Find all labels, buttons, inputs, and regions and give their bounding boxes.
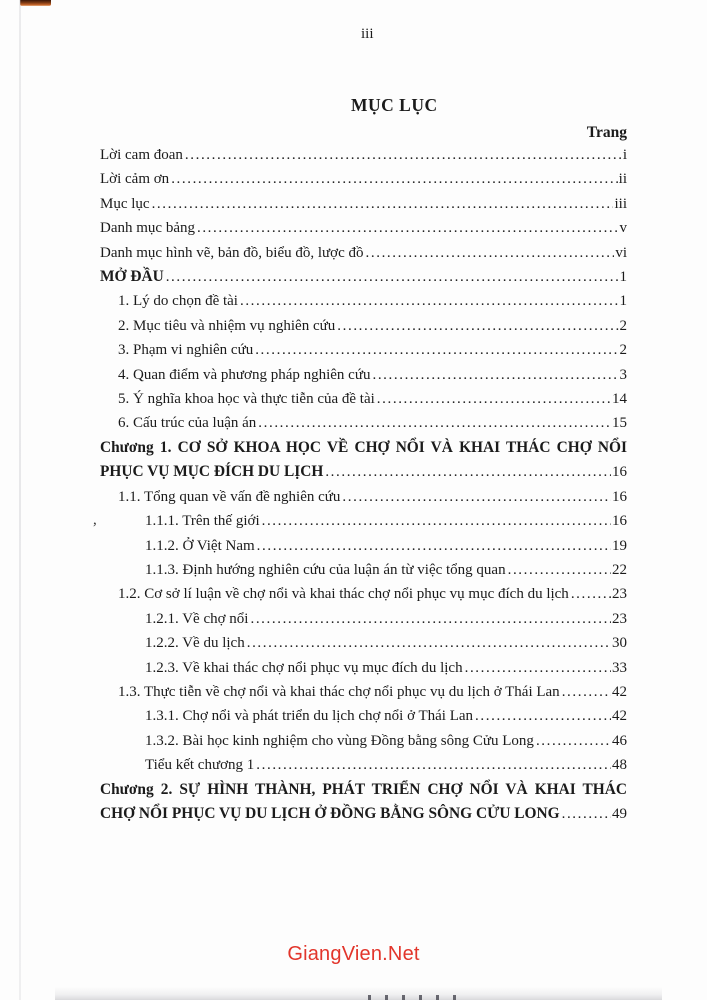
toc-list (100, 143, 627, 826)
toc-entry (100, 460, 627, 484)
toc-dot-leader (260, 509, 611, 533)
toc-entry (100, 436, 627, 460)
toc-entry (100, 656, 627, 680)
toc-dot-leader (169, 167, 617, 191)
toc-entry-label: 3. Phạm vi nghiên cứu (118, 342, 254, 359)
toc-entry (100, 387, 627, 411)
toc-entry-label: 1.3.1. Chợ nổi và phát triển du lịch chợ nổi ở Thái Lan (145, 708, 474, 725)
toc-entry (100, 411, 627, 435)
toc-entry-label: PHỤC VỤ MỤC ĐÍCH DU LỊCH (100, 463, 324, 481)
toc-entry-label: 1.1.1. Trên thế giới (145, 513, 260, 530)
toc-dot-leader (340, 485, 611, 509)
scan-cutoff-text (368, 995, 464, 1000)
toc-entry-page: 48 (612, 757, 627, 774)
toc-entry (100, 485, 627, 509)
watermark: GiangVien.Net (287, 943, 420, 965)
toc-entry (100, 582, 627, 606)
toc-entry-page: 16 (612, 464, 627, 481)
toc-entry-label: 1.2.3. Về khai thác chợ nổi phục vụ mục đích du lịch (145, 659, 463, 676)
toc-entry-page: 3 (619, 366, 627, 383)
toc-entry-page: 23 (612, 586, 627, 603)
toc-dot-leader (164, 265, 619, 289)
toc-entry (100, 241, 627, 265)
toc-entry-label: 1.3.2. Bài học kinh nghiệm cho vùng Đồng bằng sông Cửu Long (145, 732, 534, 749)
toc-entry-label: 1.1.2. Ở Việt Nam (145, 537, 255, 554)
toc-entry-page: v (619, 220, 627, 237)
toc-dot-leader (255, 534, 611, 558)
toc-entry (100, 509, 627, 533)
toc-entry-page: 42 (612, 683, 627, 700)
toc-entry-label: Lời cảm ơn (100, 171, 170, 188)
toc-entry (100, 704, 627, 728)
toc-entry-label: 1.2. Cơ sở lí luận về chợ nổi và khai thác chợ nổi phục vụ mục đích du lịch (118, 586, 569, 603)
toc-entry-page: 30 (612, 635, 627, 652)
toc-entry-label: Mục lục (100, 195, 150, 212)
toc-dot-leader (506, 558, 611, 582)
toc-entry-page: 16 (612, 513, 627, 530)
toc-entry-label: MỞ ĐẦU (100, 268, 164, 286)
toc-dot-leader (463, 656, 611, 680)
toc-dot-leader (150, 192, 614, 216)
page-title: MỤC LỤC (351, 95, 438, 115)
toc-entry-page: 14 (612, 391, 627, 408)
toc-entry-label: 1. Lý do chọn đề tài (118, 293, 238, 310)
toc-entry-page: ii (618, 171, 627, 188)
toc-entry-page: 2 (619, 317, 627, 334)
toc-dot-leader (323, 460, 611, 484)
toc-entry-label: 1.3. Thực tiễn về chợ nổi và khai thác chợ nổi phục vụ du lịch ở Thái Lan (118, 683, 560, 700)
toc-dot-leader (245, 631, 611, 655)
toc-dot-leader (560, 802, 611, 826)
toc-entry-label: 1.1.3. Định hướng nghiên cứu của luận án từ việc tổng quan (145, 561, 506, 578)
toc-entry-page: 46 (612, 732, 627, 749)
toc-entry (100, 363, 627, 387)
toc-entry (100, 729, 627, 753)
toc-entry-label: Danh mục bảng (100, 220, 195, 237)
toc-dot-leader (534, 729, 611, 753)
toc-entry-page: 16 (612, 488, 627, 505)
toc-entry (100, 143, 627, 167)
toc-entry-label: Lời cam đoan (100, 147, 183, 163)
page-number: iii (361, 26, 374, 42)
toc-entry-page: 1 (619, 293, 627, 310)
toc-entry-label: 1.1. Tổng quan về vấn đề nghiên cứu (118, 488, 341, 505)
toc-entry (100, 314, 627, 338)
toc-entry-label: 1.2.1. Về chợ nổi (145, 610, 249, 627)
toc-entry-label: 5. Ý nghĩa khoa học và thực tiễn của đề tài (118, 391, 375, 408)
toc-dot-leader (256, 411, 611, 435)
toc-entry-label: 1.2.2. Về du lịch (145, 635, 245, 652)
toc-entry-label: Chương 1. CƠ SỞ KHOA HỌC VỀ CHỢ NỔI VÀ KHAI THÁC CHỢ NỔI (100, 438, 627, 456)
toc-entry-label: CHỢ NỔI PHỤC VỤ DU LỊCH Ở ĐỒNG BẰNG SÔNG CỬU LONG (100, 804, 560, 822)
toc-entry (100, 167, 627, 191)
toc-dot-leader (364, 241, 615, 265)
toc-entry-page: vi (615, 244, 627, 261)
toc-entry-label: Chương 2. SỰ HÌNH THÀNH, PHÁT TRIỂN CHỢ NỔI VÀ KHAI THÁC (100, 780, 627, 798)
scan-artifact-comma: , (93, 512, 97, 528)
scan-corner-mark (20, 0, 51, 6)
toc-entry-page: 2 (619, 342, 627, 359)
toc-dot-leader (473, 704, 611, 728)
toc-entry (100, 338, 627, 362)
toc-entry-page: 19 (612, 537, 627, 554)
toc-entry-page: i (622, 147, 627, 163)
toc-entry-label: Danh mục hình vẽ, bản đồ, biểu đồ, lược đồ (100, 244, 364, 261)
toc-dot-leader (560, 680, 611, 704)
toc-entry (100, 265, 627, 289)
toc-entry-page: 49 (612, 805, 627, 822)
toc-entry (100, 753, 627, 777)
toc-entry (100, 802, 627, 826)
toc-dot-leader (253, 338, 618, 362)
toc-entry-label: 2. Mục tiêu và nhiệm vụ nghiên cứu (118, 317, 336, 334)
toc-entry-page: 1 (619, 269, 627, 286)
toc-dot-leader (238, 289, 619, 313)
toc-entry-label: Tiểu kết chương 1 (145, 757, 255, 774)
toc-dot-leader (195, 216, 619, 240)
toc-entry-page: iii (614, 195, 627, 212)
toc-entry (100, 192, 627, 216)
scan-bottom-shade (55, 987, 662, 1000)
toc-entry-page: 22 (612, 561, 627, 578)
toc-dot-leader (569, 582, 611, 606)
toc-entry-page: 23 (612, 610, 627, 627)
toc-entry (100, 631, 627, 655)
toc-entry (100, 534, 627, 558)
toc-entry (100, 680, 627, 704)
toc-dot-leader (370, 363, 618, 387)
toc-entry (100, 607, 627, 631)
toc-dot-leader (254, 753, 611, 777)
toc-entry-label: 4. Quan điểm và phương pháp nghiên cứu (118, 366, 371, 383)
scan-fold-line (19, 0, 21, 1000)
toc-dot-leader (335, 314, 618, 338)
toc-entry (100, 778, 627, 802)
toc-dot-leader (183, 143, 622, 167)
toc-entry-page: 42 (612, 708, 627, 725)
toc-entry (100, 289, 627, 313)
toc-dot-leader (248, 607, 611, 631)
toc-entry (100, 558, 627, 582)
toc-dot-leader (375, 387, 611, 411)
toc-entry-page: 33 (612, 659, 627, 676)
toc-entry (100, 216, 627, 240)
trang-column-header: Trang (586, 124, 627, 141)
toc-entry-page: 15 (612, 415, 627, 432)
toc-entry-label: 6. Cấu trúc của luận án (118, 415, 257, 432)
